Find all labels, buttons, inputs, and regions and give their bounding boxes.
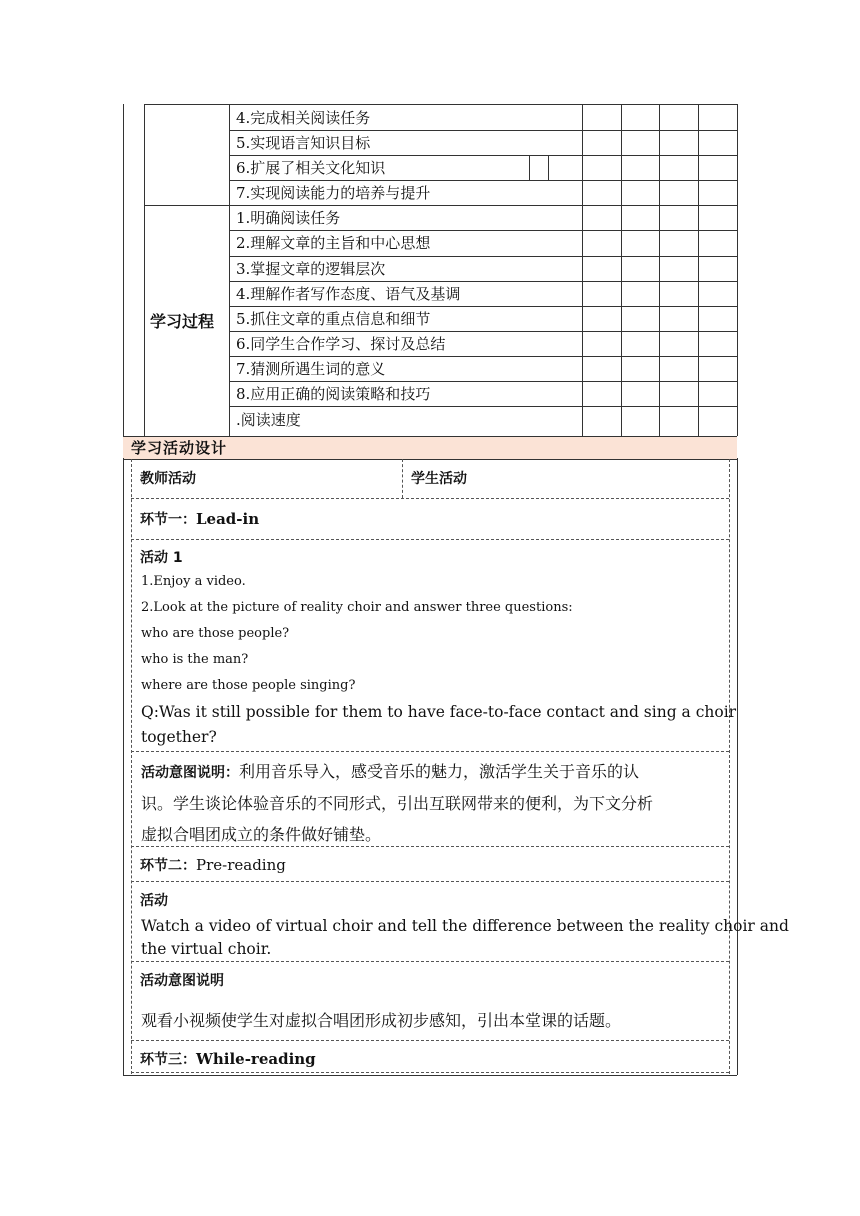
stage1-line: 2.Look at the picture of reality choir and answer three questions: — [141, 600, 573, 615]
table-row: 6.同学生合作学习、探讨及总结 — [236, 335, 446, 353]
table-row: 3.掌握文章的逻辑层次 — [236, 260, 386, 278]
stage1-question: Q:Was it still possible for them to have face-to-face contact and sing a choir — [141, 703, 737, 721]
table-row: 5.抓住文章的重点信息和细节 — [236, 310, 431, 328]
stage1-question-cont: together? — [141, 728, 217, 746]
stage1-intent-line: 识。学生谈论体验音乐的不同形式，引出互联网带来的便利，为下文分析 — [141, 794, 654, 813]
stage1-intent: 活动意图说明：利用音乐导入，感受音乐的魅力，激活学生关于音乐的认 — [141, 762, 640, 781]
table-row: 7.实现阅读能力的培养与提升 — [236, 184, 431, 202]
stage2-activity-label: 活动 — [140, 893, 168, 909]
stage2-intent-label: 活动意图说明 — [140, 973, 224, 989]
stage2-intent-text: 观看小视频使学生对虚拟合唱团形成初步感知，引出本堂课的话题。 — [141, 1011, 622, 1030]
table-row: 5.实现语言知识目标 — [236, 134, 371, 152]
stage1-activity-label: 活动 1 — [140, 550, 183, 566]
process-label: 学习过程 — [150, 312, 215, 331]
stage1-title: 环节一：Lead-in — [140, 510, 260, 528]
table-row: 2.理解文章的主旨和中心思想 — [236, 234, 431, 252]
table-row: 4.理解作者写作态度、语气及基调 — [236, 285, 461, 303]
teacher-activity-header: 教师活动 — [140, 471, 196, 487]
section-title: 学习活动设计 — [131, 439, 228, 457]
stage1-intent-line: 虚拟合唱团成立的条件做好铺垫。 — [141, 825, 382, 844]
student-activity-header: 学生活动 — [411, 471, 467, 487]
stage1-line: where are those people singing? — [141, 678, 356, 693]
stage1-line: who are those people? — [141, 626, 290, 641]
stage2-line: the virtual choir. — [141, 940, 272, 958]
stage1-line: 1.Enjoy a video. — [141, 574, 246, 589]
table-row: 6.扩展了相关文化知识 — [236, 159, 386, 177]
table-row: 7.猜测所遇生词的意义 — [236, 360, 386, 378]
stage3-title: 环节三：While-reading — [140, 1050, 316, 1068]
stage2-title: 环节二：Pre-reading — [140, 856, 286, 874]
table-row: 4.完成相关阅读任务 — [236, 109, 371, 127]
table-row: .阅读速度 — [236, 411, 301, 429]
table-row: 8.应用正确的阅读策略和技巧 — [236, 385, 431, 403]
stage2-line: Watch a video of virtual choir and tell the difference between the reality choir and — [141, 917, 789, 935]
stage1-line: who is the man? — [141, 652, 249, 667]
table-row: 1.明确阅读任务 — [236, 209, 341, 227]
